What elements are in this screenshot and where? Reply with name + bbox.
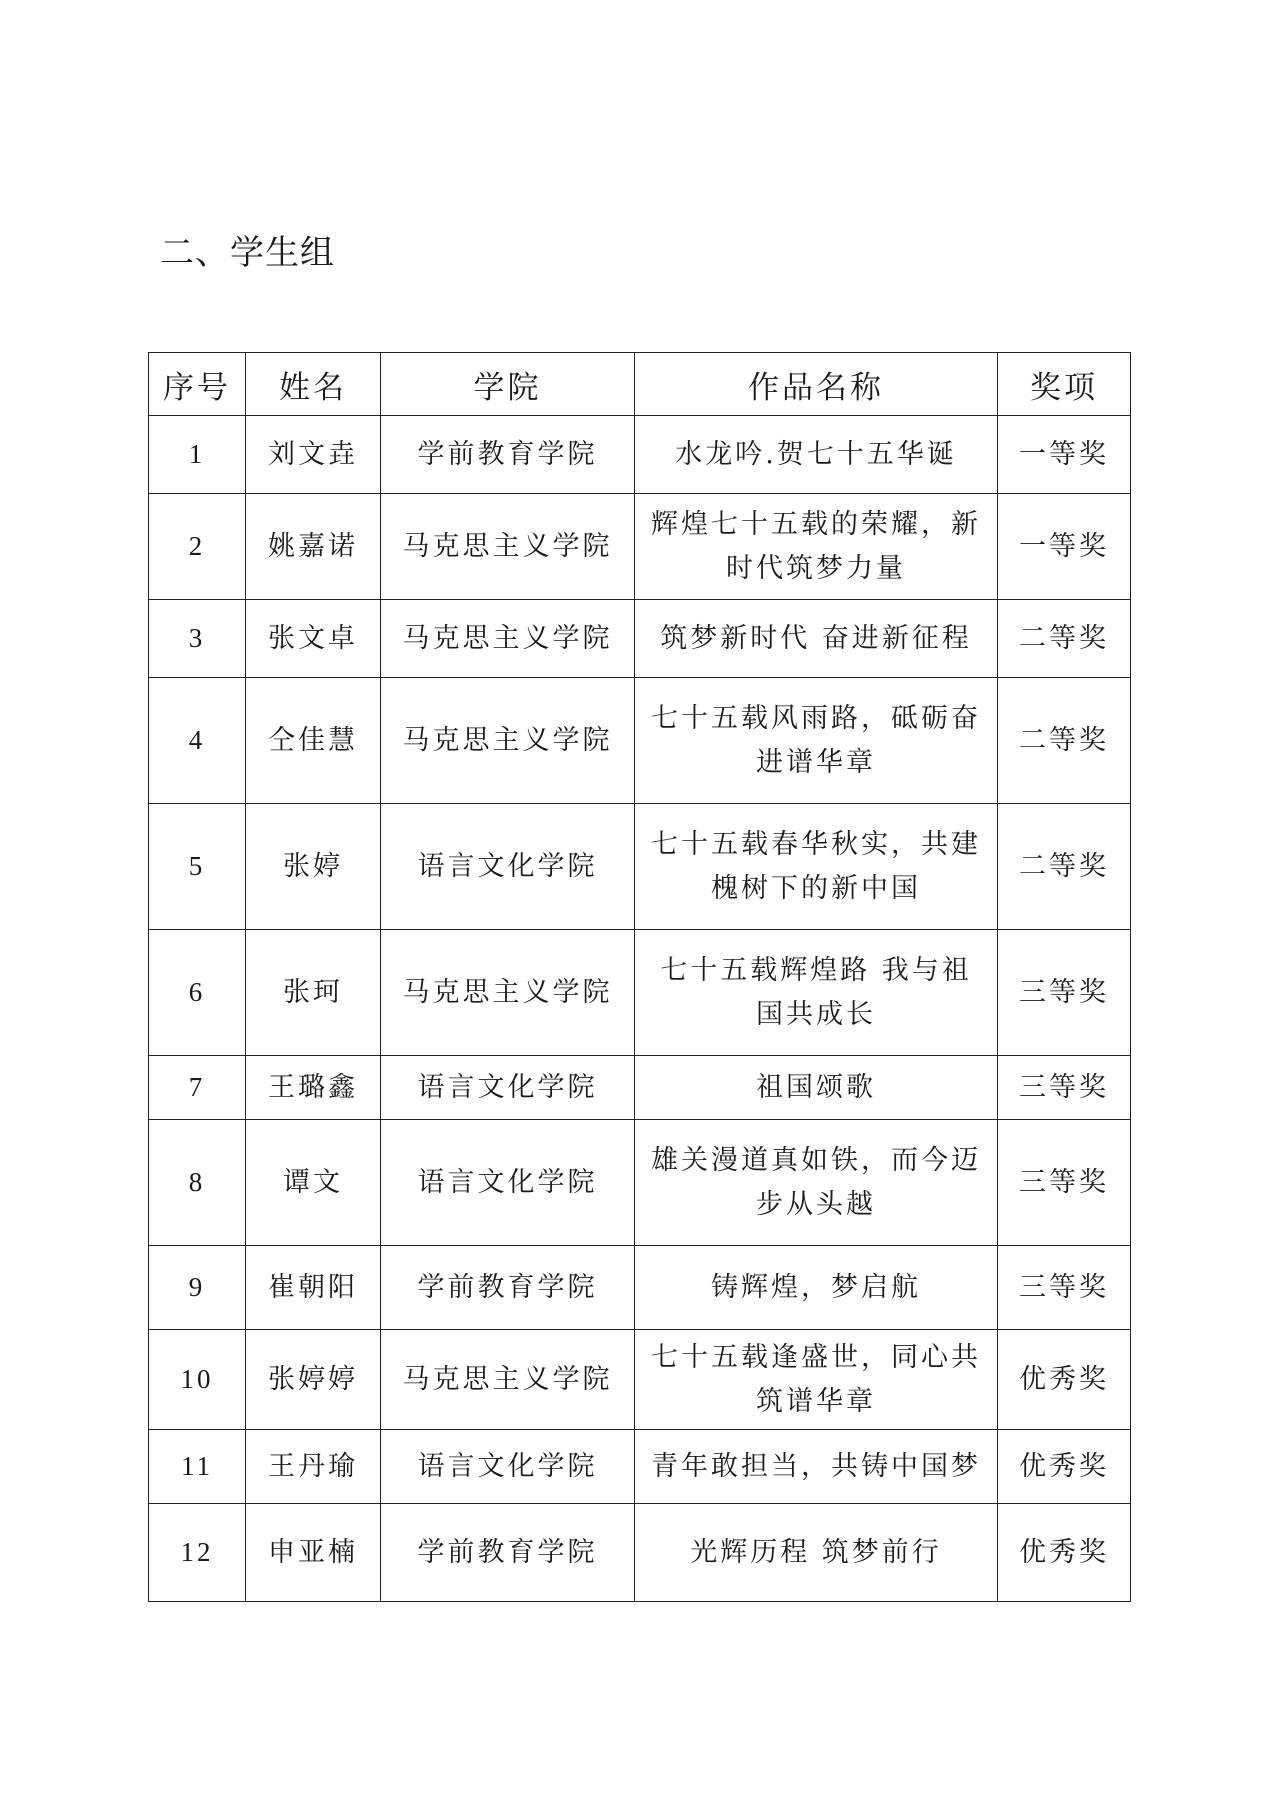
cell-award: 一等奖 bbox=[998, 416, 1131, 494]
header-award: 奖项 bbox=[998, 353, 1131, 416]
table-row bbox=[149, 804, 1131, 930]
table-row bbox=[149, 1246, 1131, 1330]
section-title: 二、学生组 bbox=[160, 233, 335, 273]
table-row bbox=[149, 1430, 1131, 1504]
cell-no: 8 bbox=[149, 1120, 246, 1246]
cell-no: 11 bbox=[149, 1430, 246, 1504]
header-work: 作品名称 bbox=[635, 353, 998, 416]
table-row bbox=[149, 678, 1131, 804]
cell-work: 七十五载春华秋实，共建槐树下的新中国 bbox=[635, 804, 998, 930]
cell-work: 祖国颂歌 bbox=[635, 1056, 998, 1120]
cell-name: 张婷婷 bbox=[246, 1330, 381, 1430]
cell-work: 七十五载风雨路，砥砺奋进谱华章 bbox=[635, 678, 998, 804]
cell-no: 9 bbox=[149, 1246, 246, 1330]
cell-college: 马克思主义学院 bbox=[381, 494, 635, 600]
cell-no: 5 bbox=[149, 804, 246, 930]
cell-no: 6 bbox=[149, 930, 246, 1056]
cell-award: 二等奖 bbox=[998, 600, 1131, 678]
cell-no: 10 bbox=[149, 1330, 246, 1430]
table-row bbox=[149, 494, 1131, 600]
cell-name: 张珂 bbox=[246, 930, 381, 1056]
table-row bbox=[149, 930, 1131, 1056]
cell-award: 三等奖 bbox=[998, 930, 1131, 1056]
cell-work: 铸辉煌，梦启航 bbox=[635, 1246, 998, 1330]
cell-name: 姚嘉诺 bbox=[246, 494, 381, 600]
cell-work: 七十五载辉煌路 我与祖国共成长 bbox=[635, 930, 998, 1056]
cell-name: 仝佳慧 bbox=[246, 678, 381, 804]
cell-award: 二等奖 bbox=[998, 804, 1131, 930]
cell-work: 青年敢担当，共铸中国梦 bbox=[635, 1430, 998, 1504]
cell-no: 12 bbox=[149, 1504, 246, 1602]
table-row bbox=[149, 1504, 1131, 1602]
cell-name: 王丹瑜 bbox=[246, 1430, 381, 1504]
cell-work: 辉煌七十五载的荣耀，新时代筑梦力量 bbox=[635, 494, 998, 600]
cell-award: 优秀奖 bbox=[998, 1330, 1131, 1430]
cell-name: 王璐鑫 bbox=[246, 1056, 381, 1120]
cell-award: 优秀奖 bbox=[998, 1504, 1131, 1602]
cell-work: 水龙吟.贺七十五华诞 bbox=[635, 416, 998, 494]
cell-no: 1 bbox=[149, 416, 246, 494]
cell-name: 谭文 bbox=[246, 1120, 381, 1246]
cell-college: 马克思主义学院 bbox=[381, 678, 635, 804]
table-row bbox=[149, 1330, 1131, 1430]
cell-award: 三等奖 bbox=[998, 1120, 1131, 1246]
cell-no: 4 bbox=[149, 678, 246, 804]
cell-work: 七十五载逢盛世，同心共筑谱华章 bbox=[635, 1330, 998, 1430]
cell-no: 2 bbox=[149, 494, 246, 600]
cell-award: 一等奖 bbox=[998, 494, 1131, 600]
cell-award: 三等奖 bbox=[998, 1056, 1131, 1120]
header-name: 姓名 bbox=[246, 353, 381, 416]
cell-college: 语言文化学院 bbox=[381, 1430, 635, 1504]
cell-award: 二等奖 bbox=[998, 678, 1131, 804]
awards-table bbox=[148, 352, 1131, 1602]
table-row bbox=[149, 600, 1131, 678]
cell-college: 学前教育学院 bbox=[381, 1246, 635, 1330]
cell-college: 马克思主义学院 bbox=[381, 930, 635, 1056]
cell-award: 三等奖 bbox=[998, 1246, 1131, 1330]
cell-work: 光辉历程 筑梦前行 bbox=[635, 1504, 998, 1602]
table-row bbox=[149, 416, 1131, 494]
cell-name: 张婷 bbox=[246, 804, 381, 930]
cell-name: 张文卓 bbox=[246, 600, 381, 678]
cell-college: 马克思主义学院 bbox=[381, 600, 635, 678]
cell-no: 3 bbox=[149, 600, 246, 678]
cell-college: 语言文化学院 bbox=[381, 804, 635, 930]
header-college: 学院 bbox=[381, 353, 635, 416]
cell-name: 申亚楠 bbox=[246, 1504, 381, 1602]
cell-work: 雄关漫道真如铁，而今迈步从头越 bbox=[635, 1120, 998, 1246]
cell-work: 筑梦新时代 奋进新征程 bbox=[635, 600, 998, 678]
table-header-row bbox=[149, 353, 1131, 416]
table-row bbox=[149, 1056, 1131, 1120]
header-no: 序号 bbox=[149, 353, 246, 416]
cell-college: 语言文化学院 bbox=[381, 1120, 635, 1246]
cell-name: 崔朝阳 bbox=[246, 1246, 381, 1330]
cell-no: 7 bbox=[149, 1056, 246, 1120]
cell-college: 马克思主义学院 bbox=[381, 1330, 635, 1430]
table-row bbox=[149, 1120, 1131, 1246]
cell-name: 刘文垚 bbox=[246, 416, 381, 494]
cell-college: 学前教育学院 bbox=[381, 416, 635, 494]
cell-college: 语言文化学院 bbox=[381, 1056, 635, 1120]
cell-college: 学前教育学院 bbox=[381, 1504, 635, 1602]
cell-award: 优秀奖 bbox=[998, 1430, 1131, 1504]
